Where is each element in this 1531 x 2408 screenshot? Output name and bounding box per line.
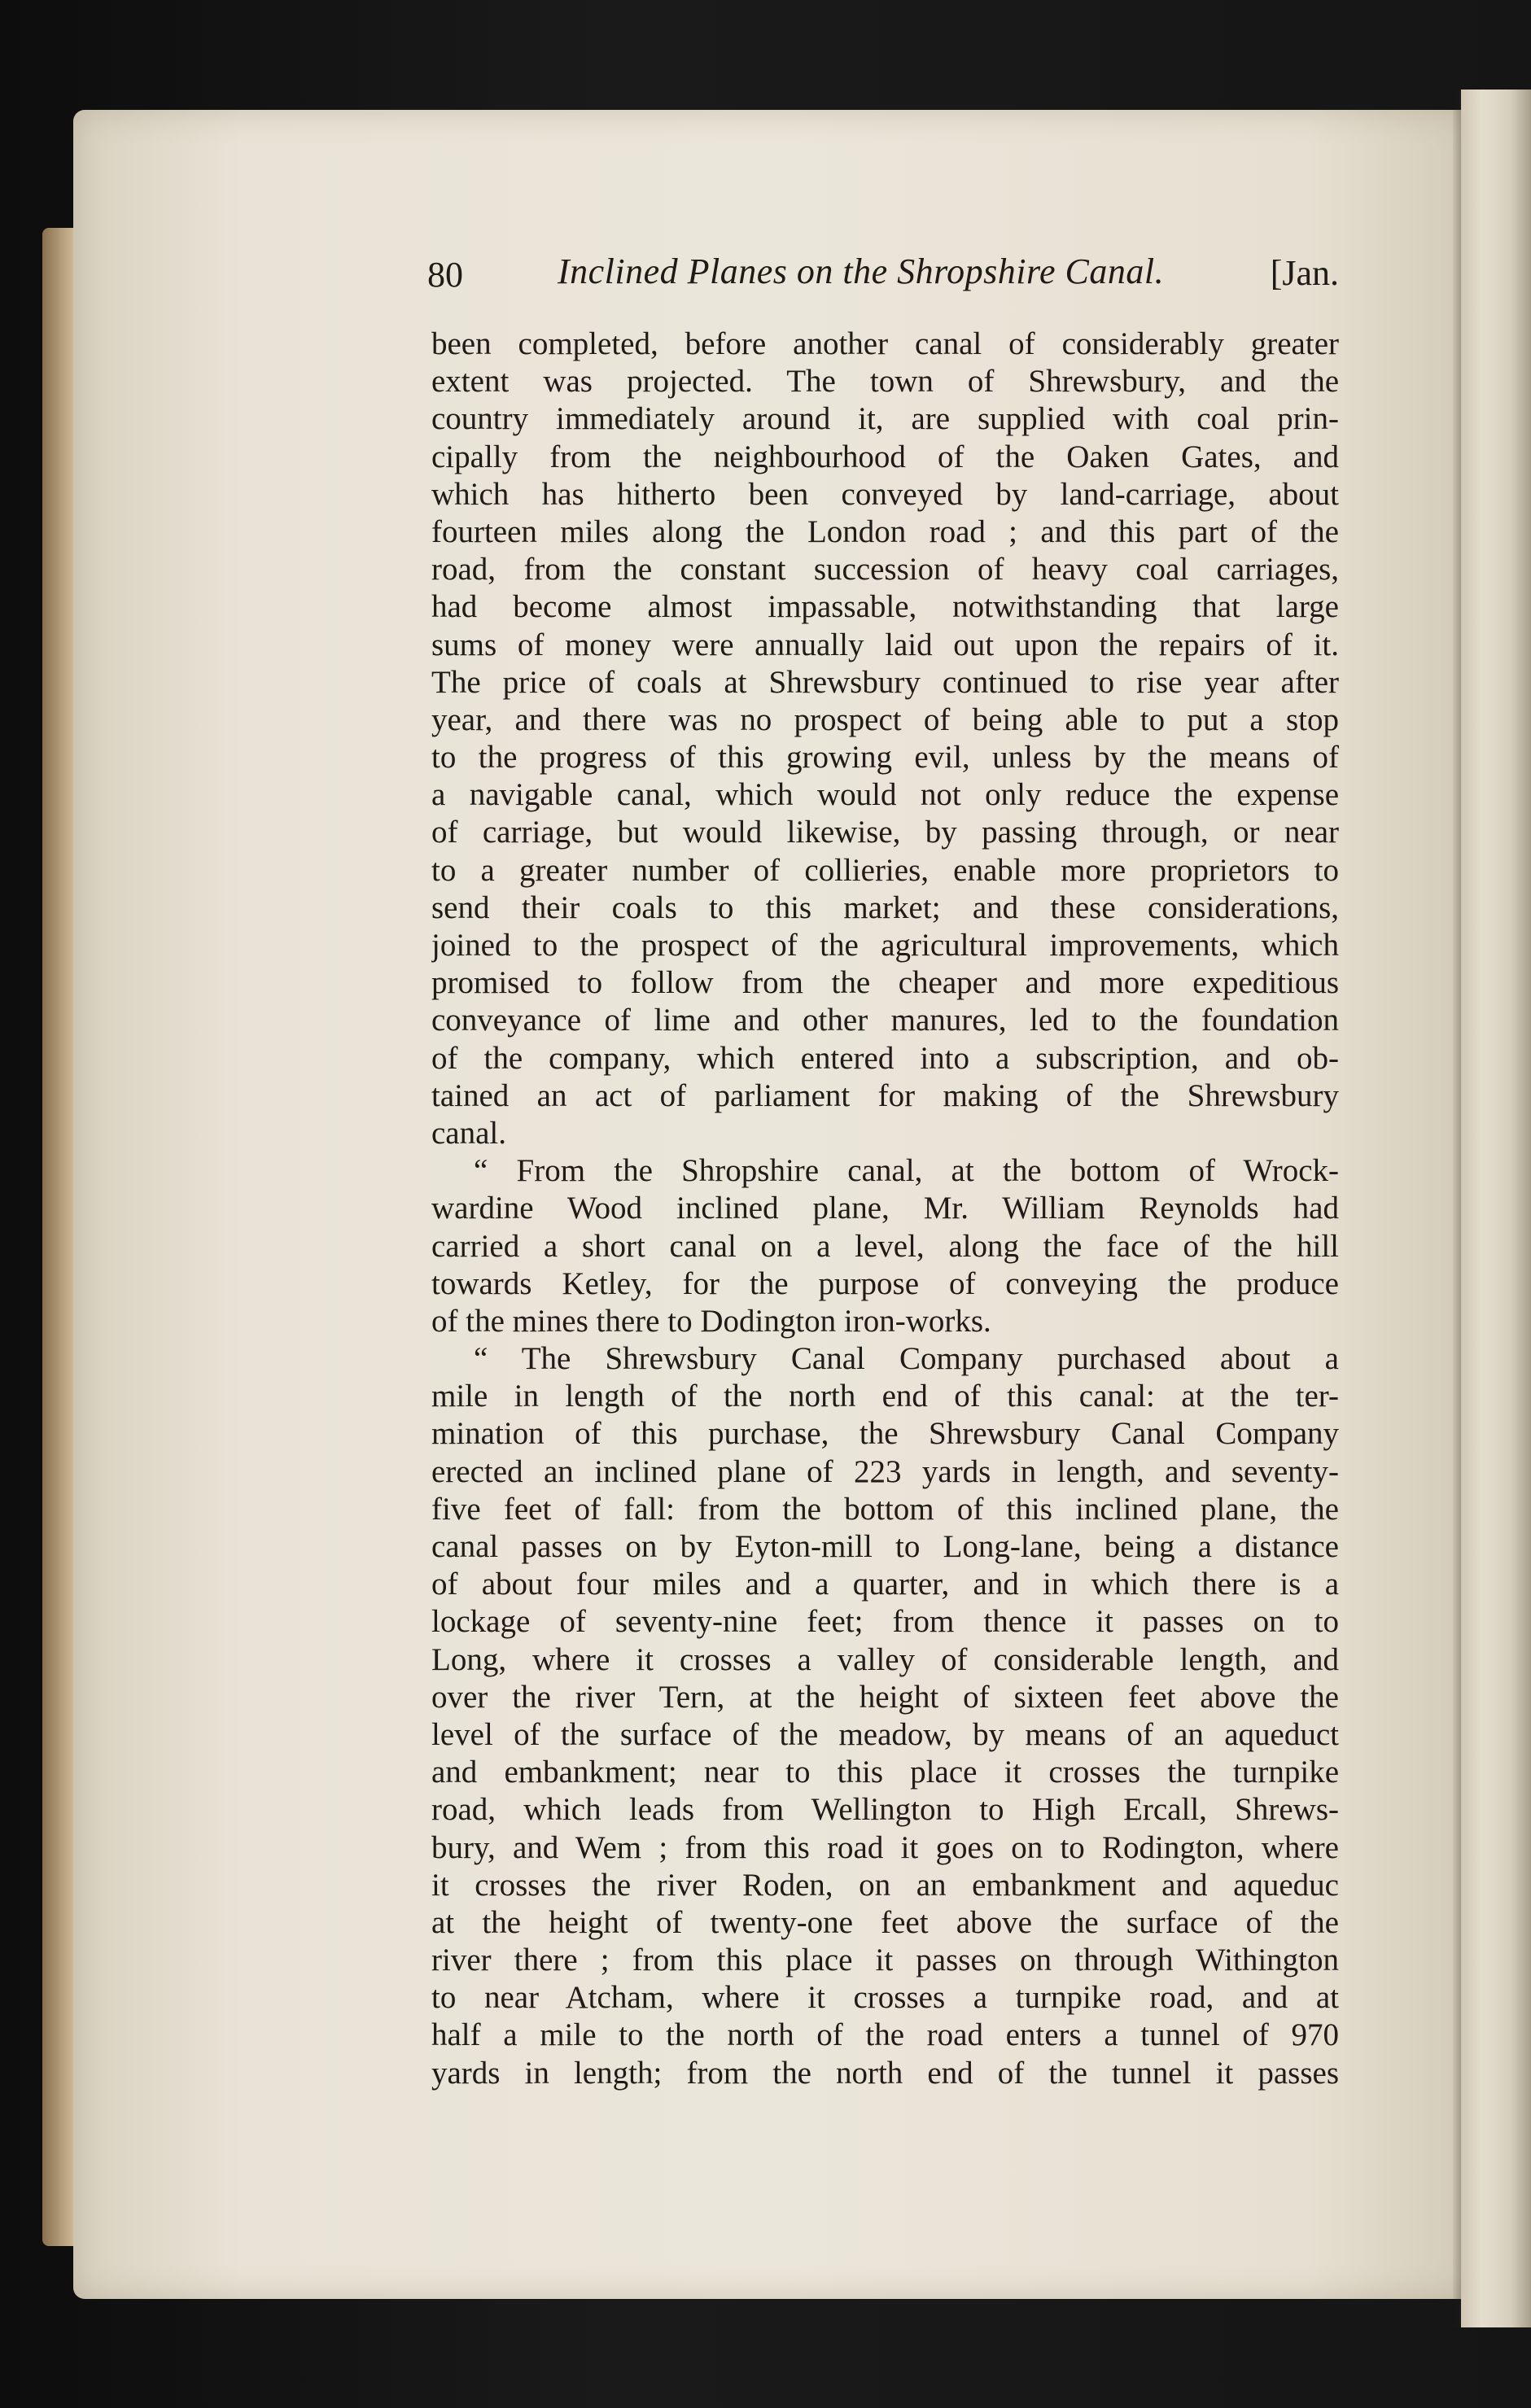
text-line: over the river Tern, at the height of sixteen feet above the bbox=[431, 1679, 1339, 1715]
text-line: river there ; from this place it passes on through Withington bbox=[431, 1943, 1339, 1978]
text-line: fourteen miles along the London road ; and this part of the bbox=[431, 514, 1339, 549]
issue-date: [Jan. bbox=[1270, 253, 1339, 293]
text-line: road, from the constant succession of heavy coal carriages, bbox=[431, 552, 1339, 588]
text-line: of about four miles and a quarter, and in which there is a bbox=[431, 1567, 1339, 1602]
text-line: wardine Wood inclined plane, Mr. William Reynolds had bbox=[431, 1191, 1339, 1226]
text-line: it crosses the river Roden, on an embankment and aqueduc bbox=[431, 1867, 1339, 1903]
text-line: cipally from the neighbourhood of the Oaken Gates, and bbox=[431, 439, 1339, 474]
body-text bbox=[431, 326, 1339, 2092]
text-line: tained an act of parliament for making of the Shrewsbury bbox=[431, 1077, 1339, 1113]
running-title: Inclined Planes on the Shropshire Canal. bbox=[558, 251, 1165, 291]
text-line: sums of money were annually laid out upon the repairs of it. bbox=[431, 627, 1339, 662]
text-line: to a greater number of collieries, enable more proprietors to bbox=[431, 852, 1339, 888]
text-line: extent was projected. The town of Shrewsbury, and the bbox=[431, 364, 1339, 400]
text-line: joined to the prospect of the agricultural improvements, which bbox=[431, 928, 1339, 963]
text-line: “ From the Shropshire canal, at the bottom of Wrock- bbox=[474, 1153, 1339, 1189]
text-line: and embankment; near to this place it crosses the turnpike bbox=[431, 1755, 1339, 1790]
text-line: canal passes on by Eyton-mill to Long-lane, being a distance bbox=[431, 1529, 1339, 1564]
text-line: send their coals to this market; and these considerations, bbox=[431, 889, 1339, 925]
page-number: 80 bbox=[427, 255, 463, 295]
running-header bbox=[427, 244, 1339, 301]
text-line: had become almost impassable, notwithstanding that large bbox=[431, 589, 1339, 625]
text-line: of the company, which entered into a subscription, and ob- bbox=[431, 1040, 1339, 1076]
text-line: bury, and Wem ; from this road it goes on to Rodington, where bbox=[431, 1829, 1339, 1865]
text-line: carried a short canal on a level, along the face of the hill bbox=[431, 1228, 1339, 1264]
text-line: country immediately around it, are supplied with coal prin- bbox=[431, 401, 1339, 437]
text-line: level of the surface of the meadow, by means of an aqueduct bbox=[431, 1716, 1339, 1752]
text-line: conveyance of lime and other manures, led to the foundation bbox=[431, 1003, 1339, 1038]
text-line: to the progress of this growing evil, unless by the means of bbox=[431, 740, 1339, 776]
text-line: a navigable canal, which would not only reduce the expense bbox=[431, 777, 1339, 813]
text-line: lockage of seventy-nine feet; from thence it passes on to bbox=[431, 1604, 1339, 1640]
text-line: promised to follow from the cheaper and more expeditious bbox=[431, 965, 1339, 1001]
text-line: of the mines there to Dodington iron-works. bbox=[431, 1303, 991, 1339]
text-line: half a mile to the north of the road enters a tunnel of 970 bbox=[431, 2017, 1339, 2053]
text-line: of carriage, but would likewise, by passing through, or near bbox=[431, 815, 1339, 850]
text-line: mile in length of the north end of this canal: at the ter- bbox=[431, 1379, 1339, 1414]
text-line: The price of coals at Shrewsbury continued to rise year after bbox=[431, 664, 1339, 700]
text-line: canal. bbox=[431, 1115, 507, 1151]
text-line: towards Ketley, for the purpose of conveying the produce bbox=[431, 1265, 1339, 1301]
text-line: mination of this purchase, the Shrewsbury Canal Company bbox=[431, 1416, 1339, 1452]
text-line: five feet of fall: from the bottom of this inclined plane, the bbox=[431, 1491, 1339, 1527]
text-line: road, which leads from Wellington to High Ercall, Shrews- bbox=[431, 1792, 1339, 1828]
facing-page-edge bbox=[1461, 90, 1531, 2327]
text-line: year, and there was no prospect of being able to put a stop bbox=[431, 701, 1339, 737]
text-line: been completed, before another canal of considerably greater bbox=[431, 326, 1339, 361]
text-line: erected an inclined plane of 223 yards in length, and seventy- bbox=[431, 1453, 1339, 1489]
text-line: yards in length; from the north end of the tunnel it passes bbox=[431, 2055, 1339, 2091]
text-line: which has hitherto been conveyed by land-carriage, about bbox=[431, 476, 1339, 512]
text-line: Long, where it crosses a valley of considerable length, and bbox=[431, 1641, 1339, 1677]
text-line: “ The Shrewsbury Canal Company purchased about a bbox=[474, 1341, 1339, 1377]
text-line: to near Atcham, where it crosses a turnpike road, and at bbox=[431, 1980, 1339, 2016]
text-line: at the height of twenty-one feet above the surface of the bbox=[431, 1904, 1339, 1940]
